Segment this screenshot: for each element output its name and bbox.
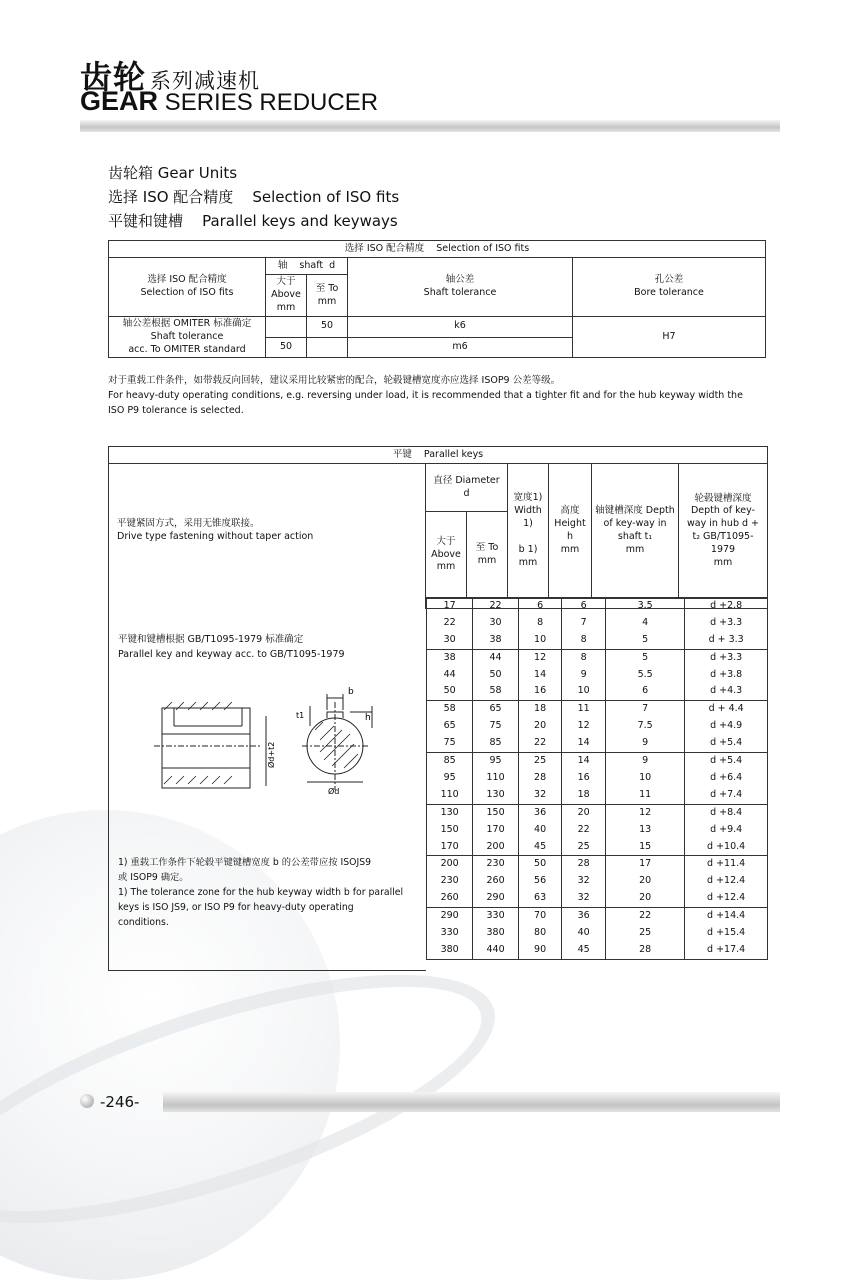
key-row: [427, 908, 768, 925]
key-cell: d +15.4: [685, 925, 768, 942]
key-row: [427, 718, 768, 735]
key-cell: d +4.9: [685, 718, 768, 735]
key-cell: 20: [605, 873, 684, 890]
iso-cell-bore: H7: [573, 317, 766, 358]
key-cell: 330: [473, 908, 518, 925]
keys-desc-fastening: 平键紧固方式，采用无锥度联接。 Drive type fastening without taper action: [109, 464, 426, 599]
subtitle-iso-fits: 选择 ISO 配合精度 Selection of ISO fits: [108, 188, 400, 206]
key-cell: 50: [518, 856, 562, 873]
key-cell: 150: [473, 804, 518, 821]
key-cell: 110: [473, 770, 518, 787]
key-row: [427, 856, 768, 873]
key-cell: 3.5: [605, 598, 684, 615]
key-cell: 22: [518, 735, 562, 752]
key-cell: 14: [562, 735, 606, 752]
iso-col-bore-tol: 孔公差 Bore tolerance: [573, 258, 766, 317]
iso-col-shaft-d: 轴 shaft d: [266, 258, 348, 275]
keys-col-to: 至 To mm: [467, 512, 508, 599]
iso-col-selection: 选择 ISO 配合精度 Selection of ISO fits: [109, 258, 266, 317]
key-cell: 18: [518, 701, 562, 718]
key-cell: 17: [605, 856, 684, 873]
key-cell: 170: [473, 822, 518, 839]
key-cell: 58: [473, 683, 518, 700]
key-cell: d +3.8: [685, 667, 768, 684]
key-cell: d +11.4: [685, 856, 768, 873]
keys-desc-standard: 平键和键槽根据 GB/T1095-1979 标准确定 Parallel key and keyway acc. to GB/T1095-1979: [118, 634, 345, 661]
key-cell: 36: [562, 908, 606, 925]
key-cell: 9: [605, 753, 684, 770]
iso-cell: m6: [348, 337, 573, 358]
key-cell: 380: [427, 942, 473, 959]
key-cell: 75: [473, 718, 518, 735]
key-cell: 260: [427, 890, 473, 907]
keys-col-t1: 轴键槽深度 Depth of key-way in shaft t₁ mm: [592, 464, 679, 599]
key-cell: 260: [473, 873, 518, 890]
header-bar: [80, 120, 780, 132]
key-cell: 15: [605, 838, 684, 855]
key-cell: 25: [562, 838, 606, 855]
key-cell: 7.5: [605, 718, 684, 735]
key-cell: 58: [427, 701, 473, 718]
key-cell: 50: [473, 667, 518, 684]
key-cell: 22: [562, 822, 606, 839]
key-cell: 28: [605, 942, 684, 959]
iso-cell: [266, 317, 307, 338]
key-cell: 6: [562, 598, 606, 615]
key-cell: 10: [518, 632, 562, 649]
iso-fits-table: [108, 240, 766, 358]
key-cell: 40: [518, 822, 562, 839]
iso-cell: k6: [348, 317, 573, 338]
key-cell: 38: [473, 632, 518, 649]
key-cell: 63: [518, 890, 562, 907]
key-cell: d +4.3: [685, 683, 768, 700]
header-title-cn: 齿轮 系列减速机: [80, 58, 261, 96]
key-cell: 130: [427, 804, 473, 821]
subtitle-gear-units: 齿轮箱 Gear Units: [108, 164, 238, 182]
key-cell: 12: [518, 649, 562, 666]
key-cell: 11: [605, 787, 684, 804]
key-cell: d +3.3: [685, 615, 768, 632]
key-row: [427, 890, 768, 907]
fig-label-h: h: [365, 713, 371, 723]
key-cell: d + 4.4: [685, 701, 768, 718]
key-cell: d +10.4: [685, 838, 768, 855]
key-cell: 130: [473, 787, 518, 804]
page-number: -246-: [100, 1093, 140, 1111]
fig-label-t1: t1: [296, 711, 305, 720]
key-cell: 75: [427, 735, 473, 752]
key-cell: d + 3.3: [685, 632, 768, 649]
fig-label-dt2: Ød+t2: [267, 741, 276, 768]
key-cell: d +14.4: [685, 908, 768, 925]
key-cell: 32: [562, 873, 606, 890]
key-cell: 38: [427, 649, 473, 666]
key-cell: 20: [518, 718, 562, 735]
keyway-diagram: [150, 686, 380, 796]
key-cell: 10: [605, 770, 684, 787]
key-cell: 4: [605, 615, 684, 632]
key-cell: 5.5: [605, 667, 684, 684]
iso-cell: 50: [266, 337, 307, 358]
key-cell: 200: [427, 856, 473, 873]
key-cell: 85: [427, 753, 473, 770]
key-cell: 13: [605, 822, 684, 839]
iso-row-label: 轴公差根据 OMITER 标准确定 Shaft tolerance acc. To OMITER standard: [109, 317, 266, 358]
key-cell: 14: [518, 667, 562, 684]
key-cell: 5: [605, 649, 684, 666]
keys-col-width: 宽度1) Width 1) b 1) mm: [508, 464, 549, 599]
key-row: [427, 770, 768, 787]
key-cell: 7: [562, 615, 606, 632]
key-cell: 20: [562, 804, 606, 821]
keys-col-height: 高度 Height h mm: [549, 464, 592, 599]
iso-cell: [307, 337, 348, 358]
key-row: [427, 649, 768, 666]
parallel-keys-table: [108, 446, 768, 609]
key-row: [427, 701, 768, 718]
key-cell: 110: [427, 787, 473, 804]
key-cell: 45: [518, 838, 562, 855]
key-cell: 50: [427, 683, 473, 700]
key-cell: 44: [427, 667, 473, 684]
key-cell: 14: [562, 753, 606, 770]
key-cell: 65: [473, 701, 518, 718]
key-cell: 230: [473, 856, 518, 873]
key-row: [427, 942, 768, 959]
key-cell: 22: [427, 615, 473, 632]
key-cell: 56: [518, 873, 562, 890]
key-cell: 6: [605, 683, 684, 700]
footer-bullet-icon: [80, 1094, 94, 1108]
key-cell: 9: [605, 735, 684, 752]
key-cell: 150: [427, 822, 473, 839]
key-cell: 9: [562, 667, 606, 684]
key-cell: 36: [518, 804, 562, 821]
key-cell: d +5.4: [685, 753, 768, 770]
key-cell: 25: [518, 753, 562, 770]
key-row: [427, 598, 768, 615]
key-cell: d +2.8: [685, 598, 768, 615]
key-cell: 80: [518, 925, 562, 942]
key-row: [427, 683, 768, 700]
key-cell: d +8.4: [685, 804, 768, 821]
keys-table-caption: 平键 Parallel keys: [109, 447, 768, 464]
keys-data-table: [426, 597, 768, 960]
key-cell: 28: [562, 856, 606, 873]
key-cell: 170: [427, 838, 473, 855]
key-cell: 380: [473, 925, 518, 942]
key-row: [427, 804, 768, 821]
iso-cell: 50: [307, 317, 348, 338]
key-cell: 16: [518, 683, 562, 700]
key-cell: 12: [605, 804, 684, 821]
key-cell: 440: [473, 942, 518, 959]
key-cell: 90: [518, 942, 562, 959]
key-cell: d +5.4: [685, 735, 768, 752]
key-cell: 70: [518, 908, 562, 925]
key-cell: 12: [562, 718, 606, 735]
key-cell: 10: [562, 683, 606, 700]
key-cell: 16: [562, 770, 606, 787]
key-cell: 200: [473, 838, 518, 855]
key-cell: 20: [605, 890, 684, 907]
key-cell: 85: [473, 735, 518, 752]
key-cell: d +17.4: [685, 942, 768, 959]
footer-bar: [163, 1092, 780, 1112]
key-cell: d +9.4: [685, 822, 768, 839]
keys-col-t2: 轮毂键槽深度 Depth of key-way in hub d + t₂ GB/T1095-1979 mm: [679, 464, 768, 599]
key-cell: 8: [518, 615, 562, 632]
iso-table-caption: 选择 ISO 配合精度 Selection of ISO fits: [109, 241, 766, 258]
key-cell: 95: [427, 770, 473, 787]
key-cell: 25: [605, 925, 684, 942]
key-cell: 330: [427, 925, 473, 942]
key-cell: 11: [562, 701, 606, 718]
key-cell: d +12.4: [685, 873, 768, 890]
key-cell: 18: [562, 787, 606, 804]
key-cell: 290: [473, 890, 518, 907]
key-row: [427, 822, 768, 839]
key-row: [427, 838, 768, 855]
key-cell: d +3.3: [685, 649, 768, 666]
header-title-en: GEAR SERIES REDUCER: [80, 86, 379, 116]
key-row: [427, 615, 768, 632]
key-cell: 290: [427, 908, 473, 925]
key-cell: 65: [427, 718, 473, 735]
iso-col-shaft-tol: 轴公差 Shaft tolerance: [348, 258, 573, 317]
keys-col-diameter: 直径 Diameter d: [426, 464, 508, 512]
key-cell: 32: [518, 787, 562, 804]
subtitle-parallel-keys: 平键和键槽 Parallel keys and keyways: [108, 212, 398, 230]
keys-col-above: 大于 Above mm: [426, 512, 467, 599]
key-cell: 8: [562, 649, 606, 666]
key-cell: 40: [562, 925, 606, 942]
iso-col-above: 大于 Above mm: [266, 275, 307, 317]
key-row: [427, 735, 768, 752]
keys-footnote: 1) 重载工作条件下轮毂平键键槽宽度 b 的公差带应按 ISOJS9 或 ISOP9 确定。 1) The tolerance zone for the hub keyway width b for parallel keys is ISO JS9, or ISO P9 for heavy-duty operating conditions.: [118, 857, 404, 928]
key-cell: 17: [427, 598, 473, 615]
key-cell: 230: [427, 873, 473, 890]
key-cell: 32: [562, 890, 606, 907]
key-row: [427, 873, 768, 890]
fig-label-b: b: [348, 687, 354, 697]
key-row: [427, 753, 768, 770]
key-row: [427, 667, 768, 684]
key-cell: 28: [518, 770, 562, 787]
key-cell: 44: [473, 649, 518, 666]
key-row: [427, 925, 768, 942]
iso-col-to: 至 To mm: [307, 275, 348, 317]
key-cell: 30: [427, 632, 473, 649]
key-row: [427, 632, 768, 649]
key-cell: 30: [473, 615, 518, 632]
key-cell: 22: [473, 598, 518, 615]
key-cell: d +7.4: [685, 787, 768, 804]
key-cell: d +12.4: [685, 890, 768, 907]
key-row: [427, 787, 768, 804]
key-cell: 22: [605, 908, 684, 925]
key-cell: 45: [562, 942, 606, 959]
key-cell: 8: [562, 632, 606, 649]
key-cell: d +6.4: [685, 770, 768, 787]
iso-note: 对于重载工件条件，如带载反向回转，建议采用比较紧密的配合，轮毂键槽宽度亦应选择 ISOP9 公差等级。 For heavy-duty operating conditions, e.g. reversing under load, it is recommended that a tighter fit and for the hub keyway width the ISO P9 tolerance is selected.: [108, 375, 743, 417]
key-cell: 5: [605, 632, 684, 649]
key-cell: 7: [605, 701, 684, 718]
key-cell: 95: [473, 753, 518, 770]
fig-label-d: Ød: [328, 787, 340, 796]
key-cell: 6: [518, 598, 562, 615]
